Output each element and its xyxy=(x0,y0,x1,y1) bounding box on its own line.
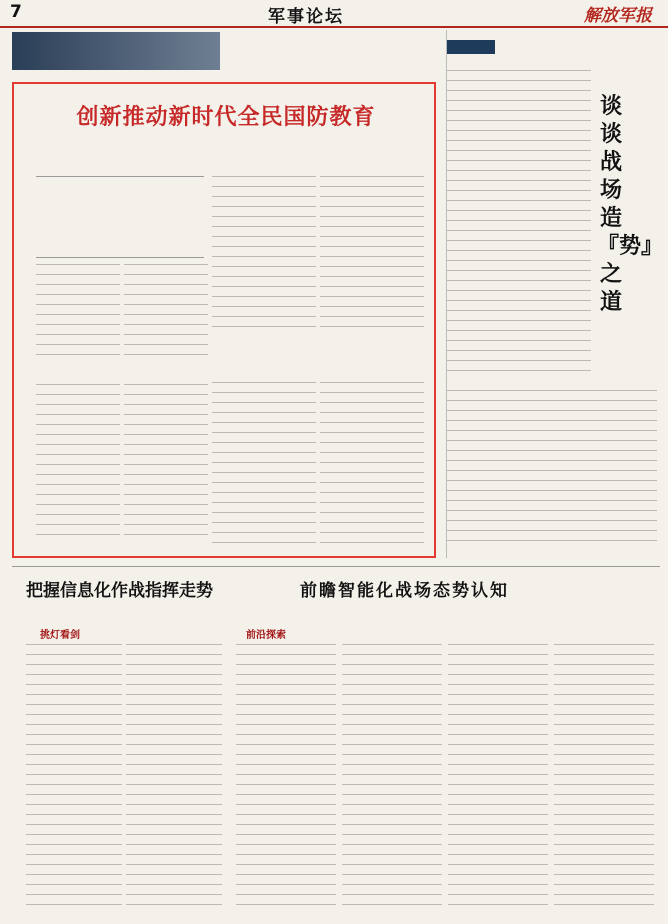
text-column xyxy=(36,384,120,544)
text-column xyxy=(320,382,424,544)
page-header xyxy=(0,0,668,28)
text-column xyxy=(554,644,654,910)
text-column xyxy=(124,384,208,544)
text-column xyxy=(26,644,122,910)
section-name: 军事论坛 xyxy=(268,7,344,27)
bottom-left-title: 把握信息化作战指挥走势 xyxy=(26,581,213,601)
column-logo xyxy=(447,40,495,54)
bottom-right-subhead-1: 前沿探索 xyxy=(246,630,286,641)
text-column xyxy=(212,176,316,336)
text-column xyxy=(124,264,208,360)
feature-article xyxy=(12,82,436,558)
text-column xyxy=(126,644,222,910)
text-column xyxy=(447,390,657,550)
masthead-logo: 解放军报 xyxy=(584,6,652,26)
right-column-title: 谈谈战场造『势』之道 xyxy=(597,93,664,315)
bottom-right-title: 前瞻智能化战场态势认知 xyxy=(300,581,509,601)
right-column-article xyxy=(446,30,664,558)
text-column xyxy=(212,382,316,544)
bottom-left-subhead: 挑灯看剑 xyxy=(40,630,80,641)
text-column xyxy=(447,70,591,378)
text-column xyxy=(448,644,548,910)
series-banner xyxy=(12,32,220,70)
text-column xyxy=(342,644,442,910)
page-number: 7 xyxy=(10,2,22,22)
text-column xyxy=(320,176,424,336)
text-column xyxy=(236,644,336,910)
section-divider xyxy=(12,566,660,567)
text-column xyxy=(36,264,120,360)
feature-title: 创新推动新时代全民国防教育 xyxy=(76,104,376,130)
feature-lead xyxy=(36,176,204,258)
